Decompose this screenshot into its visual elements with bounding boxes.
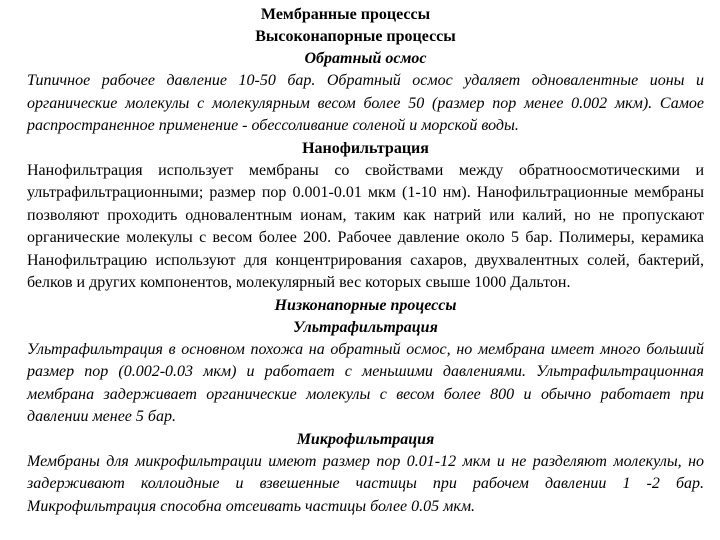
paragraph-microfiltration: Мембраны для микрофильтрации имеют размер пор 0.01-12 мкм и не разделяют молекулы, но задерживают коллоидные и взвешенные частицы при рабочем давлении 1 -2 бар. Микрофильтрация способна отсеивать частицы более 0.05 мкм.: [27, 452, 704, 515]
document-title: Мембранные процессы: [260, 6, 431, 23]
heading-microfiltration: Микрофильтрация: [296, 430, 435, 448]
paragraph-nanofiltration: Нанофильтрация использует мембраны со свойствами между обратноосмотическими и ультрафильтрационными; размер пор 0.001-0.01 мкм (1-10 нм). Нанофильтрационные мембраны позволяют проходить одновалентным ионам, таким как натрий или калий, но не пропускают органические молекулы с весом более 200. Рабочее давление около 5 бар. Полимеры, керамика Нанофильтрацию используют для концентрирования сахаров, двухвалентных солей, бактерий, белков и других компонентов, молекулярный вес которых свыше 1000 Дальтон.: [27, 161, 704, 291]
section-heading-high-pressure: Высоконапорные процессы: [255, 28, 456, 45]
paragraph-ultrafiltration: Ультрафильтрация в основном похожа на обратный осмос, но мембрана имеет много больший размер пор (0.002-0.03 мкм) и работает с меньшими давлениями. Ультрафильтрационная мембрана задерживает органические молекулы с весом более 800 и обычно работает при давлении менее 5 бар.: [27, 340, 704, 425]
heading-reverse-osmosis: Обратный осмос: [304, 50, 427, 67]
section-heading-low-pressure: Низконапорные процессы: [274, 296, 457, 314]
heading-ultrafiltration: Ультрафильтрация: [293, 318, 438, 336]
document-page: [27, 4, 704, 518]
paragraph-reverse-osmosis: Типичное рабочее давление 10-50 бар. Обратный осмос удаляет одновалентные ионы и органические молекулы с молекулярным весом более 50 (размер пор менее 0.002 мкм). Самое распространенное применение - обессоливание соленой и морской воды.: [27, 72, 704, 134]
heading-nanofiltration: Нанофильтрация: [302, 139, 429, 157]
